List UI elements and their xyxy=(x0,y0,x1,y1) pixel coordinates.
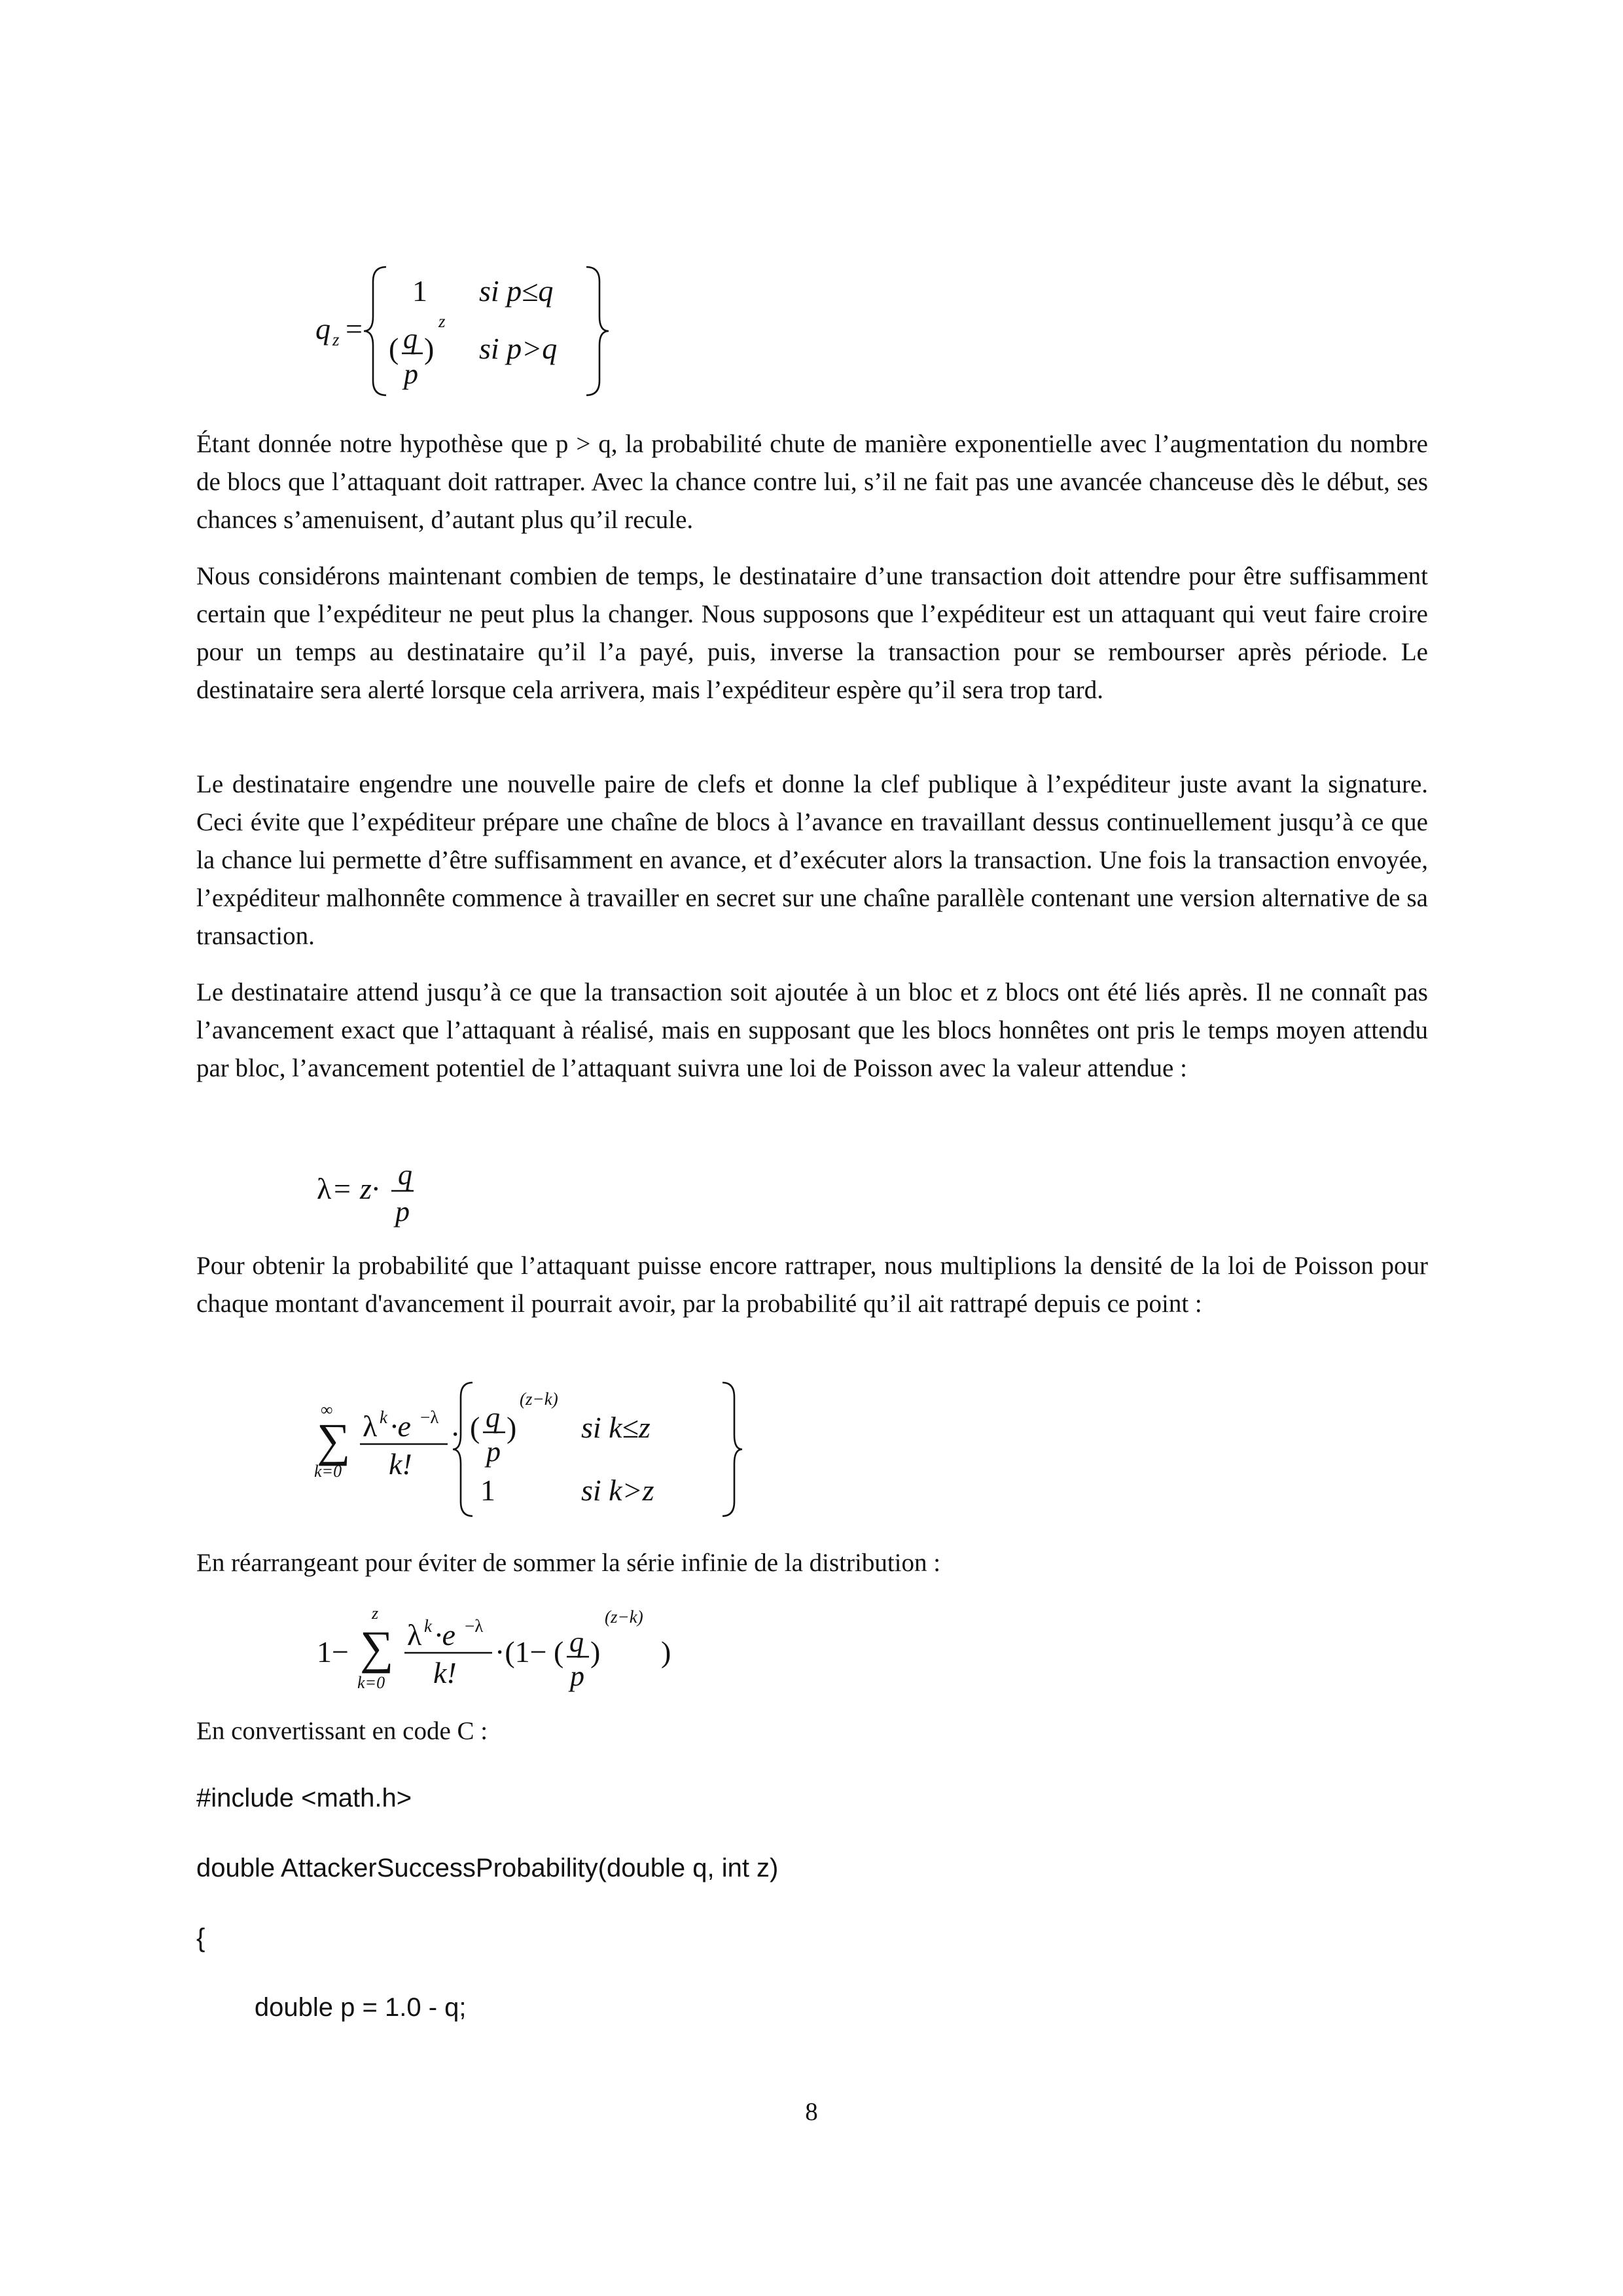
paragraph-waiting-time: Nous considérons maintenant combien de temps, le destinataire d’une transaction doit attendre pour être suffisamment certain que l’expéditeur ne peut plus la changer. Nous supposons que l’expéditeur est un attaquant qui veut faire croire pour un temps au destinataire qu’il l’a payé, puis, inverse la transaction pour se rembourser après période. Le destinataire sera alerté lorsque cela arrivera, mais l’expéditeur espère qu’il sera trop tard. xyxy=(196,562,1428,704)
qz-case2-exp: z xyxy=(438,311,446,331)
rearranged-frac-num: q xyxy=(569,1626,584,1658)
rearranged-close: ) xyxy=(661,1635,671,1669)
qz-left-brace xyxy=(364,267,386,395)
rearranged-sum-bottom: k=0 xyxy=(357,1673,385,1692)
paragraph-density: Pour obtenir la probabilité que l’attaquant puisse encore rattraper, nous multiplions la densité de la loi de Poisson pour chaque montant d'avancement il pourrait avoir, par la probabilité qu’il ait rattrapé depuis ce point : xyxy=(196,1252,1428,1318)
qz-lhs: q xyxy=(315,312,330,345)
sum-dot: · xyxy=(450,1417,461,1451)
lambda-factor: z· xyxy=(360,1172,380,1205)
sum-case1-cond: si k≤z xyxy=(581,1411,651,1444)
sum-right-brace xyxy=(722,1383,742,1516)
paragraph-hypothesis: Étant donnée notre hypothèse que p > q, la probabilité chute de manière exponentielle avec l’augmentation du nombre de blocs que l’attaquant doit rattraper. Avec la chance contre lui, s’il ne fait pas une avancée chanceuse dès le début, ses chances s’amenuisent, d’autant plus qu’il recule. xyxy=(196,430,1428,534)
sum-case1-num: q xyxy=(486,1402,500,1434)
qz-case2-lparen: ( xyxy=(389,332,399,365)
rearranged-num-exp-lambda: −λ xyxy=(465,1616,484,1636)
rearranged-frac-den: p xyxy=(570,1660,584,1692)
formula-infinite-sum xyxy=(308,1377,753,1521)
paragraph-key-pair: Le destinataire engendre une nouvelle paire de clefs et donne la clef publique à l’expéditeur juste avant la signature. Ceci évite que l’expéditeur prépare une chaîne de blocs à l’avance en travaillant dessus continuellement jusqu’à ce que la chance lui permette d’être suffisamment en avance, et d’exécuter alors la transaction. Une fois la transaction envoyée, l’expéditeur malhonnête commence à travailler en secret sur une chaîne parallèle contenant une version alternative de sa transaction. xyxy=(196,770,1428,950)
lambda-num: q xyxy=(398,1159,412,1191)
sum-bottom: k=0 xyxy=(314,1462,342,1481)
rearranged-num-exp-k: k xyxy=(424,1616,432,1636)
qz-case2-rparen: ) xyxy=(424,332,435,365)
rearranged-sum-top: z xyxy=(372,1604,379,1623)
rearranged-inner-rparen: ) xyxy=(590,1635,601,1669)
sum-case1-exp: (z−k) xyxy=(520,1389,558,1409)
qz-case2-cond: si p>q xyxy=(479,332,558,365)
qz-case2-num: q xyxy=(403,323,418,355)
qz-equals: = xyxy=(346,312,363,345)
sum-left-brace xyxy=(453,1383,473,1516)
rearranged-num-lambda: λ xyxy=(407,1618,422,1651)
rearranged-mid: ·(1− xyxy=(495,1635,547,1669)
qz-case1-cond: si p≤q xyxy=(479,274,554,308)
sum-num-e: ·e xyxy=(390,1409,411,1443)
sum-case2-value: 1 xyxy=(480,1474,495,1507)
sum-case1-den: p xyxy=(486,1436,501,1468)
rearranged-den: k! xyxy=(433,1656,457,1689)
rearranged-sum-symbol: ∑ xyxy=(360,1621,394,1674)
qz-case2-den: p xyxy=(404,358,418,390)
code-open-brace: { xyxy=(196,1924,205,1952)
lambda-den: p xyxy=(395,1195,410,1227)
rearranged-exp: (z−k) xyxy=(605,1607,643,1627)
paragraph-rearranging: En réarrangeant pour éviter de sommer la série infinie de la distribution : xyxy=(196,1549,941,1577)
sum-top: ∞ xyxy=(321,1400,333,1419)
formula-rearranged xyxy=(314,1597,707,1704)
sum-num-lambda: λ xyxy=(363,1409,378,1443)
qz-lhs-sub: z xyxy=(332,330,340,349)
code-double-p: double p = 1.0 - q; xyxy=(196,1993,467,2022)
page-number: 8 xyxy=(805,2098,818,2126)
formula-lambda xyxy=(314,1152,458,1237)
sum-symbol: ∑ xyxy=(317,1414,351,1466)
sum-den: k! xyxy=(389,1447,412,1481)
formula-qz xyxy=(308,262,622,402)
code-function-signature: double AttackerSuccessProbability(double q, int z) xyxy=(196,1854,779,1882)
sum-num-exp-lambda: −λ xyxy=(420,1407,439,1427)
lambda-equals: = xyxy=(334,1172,351,1205)
qz-right-brace xyxy=(586,267,609,395)
lambda-lhs: λ xyxy=(317,1172,332,1205)
rearranged-inner-lparen: ( xyxy=(554,1635,564,1669)
qz-case1-value: 1 xyxy=(412,274,427,308)
sum-num-exp-k: k xyxy=(380,1407,387,1427)
paragraph-poisson: Le destinataire attend jusqu’à ce que la transaction soit ajoutée à un bloc et z blocs ont été liés après. Il ne connaît pas l’avancement exact que l’attaquant à réalisé, mais en supposant que les blocs honnêtes ont pris le temps moyen attendu par bloc, l’avancement potentiel de l’attaquant suivra une loi de Poisson avec la valeur attendue : xyxy=(196,978,1428,1082)
rearranged-num-e: ·e xyxy=(435,1618,455,1651)
code-include: #include <math.h> xyxy=(196,1784,412,1812)
sum-case2-cond: si k>z xyxy=(581,1474,654,1507)
rearranged-one-minus: 1− xyxy=(317,1635,349,1669)
paragraph-code-intro: En convertissant en code C : xyxy=(196,1717,488,1745)
sum-case1-lparen: ( xyxy=(470,1411,480,1444)
sum-case1-rparen: ) xyxy=(507,1411,517,1444)
